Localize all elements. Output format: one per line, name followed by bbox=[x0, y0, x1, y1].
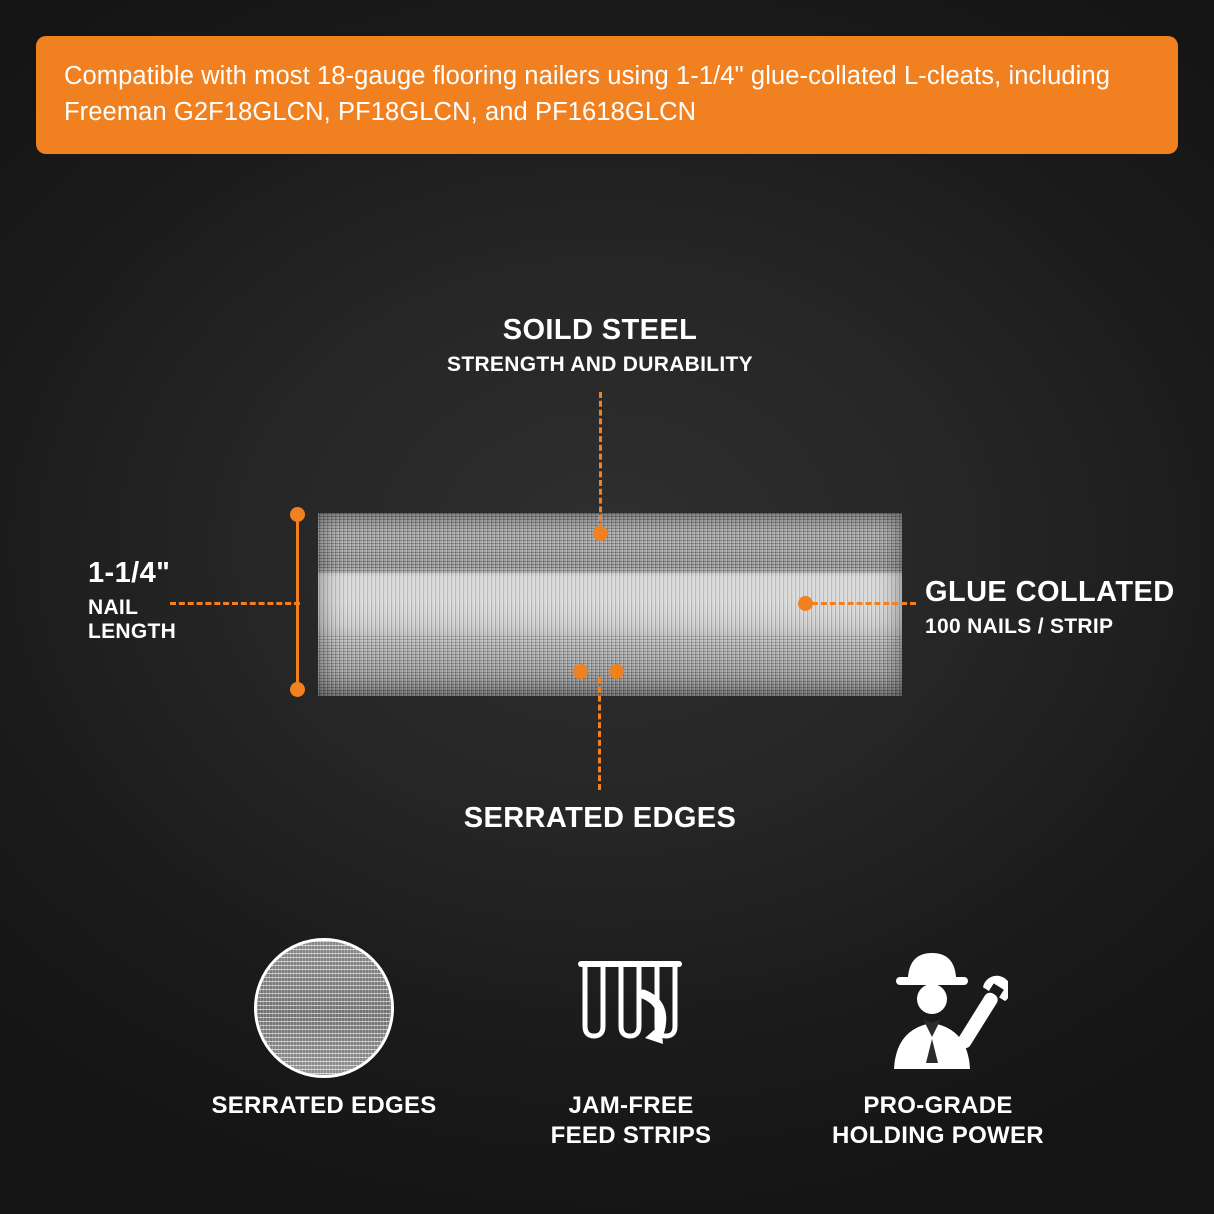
callout-glue-collated-subtitle: 100 NAILS / STRIP bbox=[925, 615, 1114, 638]
callout-dot-left-top bbox=[290, 507, 305, 522]
feature-pro-grade-caption-line1: PRO-GRADE bbox=[863, 1092, 1013, 1119]
callout-dot-left-bottom bbox=[290, 682, 305, 697]
callout-line-left bbox=[170, 602, 300, 605]
worker-wrench-icon bbox=[778, 940, 1098, 1075]
feature-pro-grade-caption-line2: HOLDING POWER bbox=[832, 1122, 1044, 1149]
callout-solid-steel bbox=[370, 314, 830, 377]
compatibility-banner bbox=[36, 36, 1178, 154]
callout-dot-bottom-b bbox=[609, 664, 624, 679]
callout-nail-length-line1: NAIL bbox=[88, 596, 139, 619]
serrated-texture-icon bbox=[164, 940, 484, 1075]
callout-dot-right bbox=[798, 596, 813, 611]
callout-glue-collated bbox=[925, 576, 1205, 639]
callout-glue-collated-title: GLUE COLLATED bbox=[925, 576, 1175, 608]
feature-row bbox=[0, 940, 1214, 1190]
compatibility-banner-text: Compatible with most 18-gauge flooring nailers using 1-1/4" glue-collated L-cleats, including Freeman G2F18GLCN, PF18GLCN, and PF1618GLCN bbox=[64, 62, 1111, 127]
serrated-texture-fill bbox=[257, 941, 391, 1075]
callout-line-top bbox=[599, 392, 602, 530]
callout-solid-steel-title: SOILD STEEL bbox=[502, 314, 698, 346]
callout-dot-bottom-a bbox=[573, 664, 588, 679]
feature-serrated-edges bbox=[164, 940, 484, 1121]
callout-solid-steel-subtitle: STRENGTH AND DURABILITY bbox=[447, 353, 753, 376]
callout-line-right bbox=[812, 602, 916, 605]
callout-nail-length-title: 1-1/4" bbox=[88, 557, 171, 589]
feature-serrated-edges-caption: SERRATED EDGES bbox=[211, 1092, 437, 1119]
callout-serrated-edges-title: SERRATED EDGES bbox=[463, 802, 737, 834]
feature-jam-free-caption-line1: JAM-FREE bbox=[568, 1092, 694, 1119]
callout-serrated-edges bbox=[370, 802, 830, 835]
feature-jam-free-caption-line2: FEED STRIPS bbox=[550, 1122, 712, 1149]
callout-nail-length bbox=[88, 557, 288, 644]
callout-dot-top bbox=[593, 526, 608, 541]
callout-line-bottom bbox=[598, 678, 601, 790]
feed-strip-icon bbox=[471, 940, 791, 1075]
callout-length-bracket bbox=[296, 519, 299, 691]
feature-jam-free bbox=[471, 940, 791, 1151]
feature-pro-grade bbox=[778, 940, 1098, 1151]
serrated-texture-circle bbox=[254, 938, 394, 1078]
callout-nail-length-line2: LENGTH bbox=[88, 620, 177, 644]
